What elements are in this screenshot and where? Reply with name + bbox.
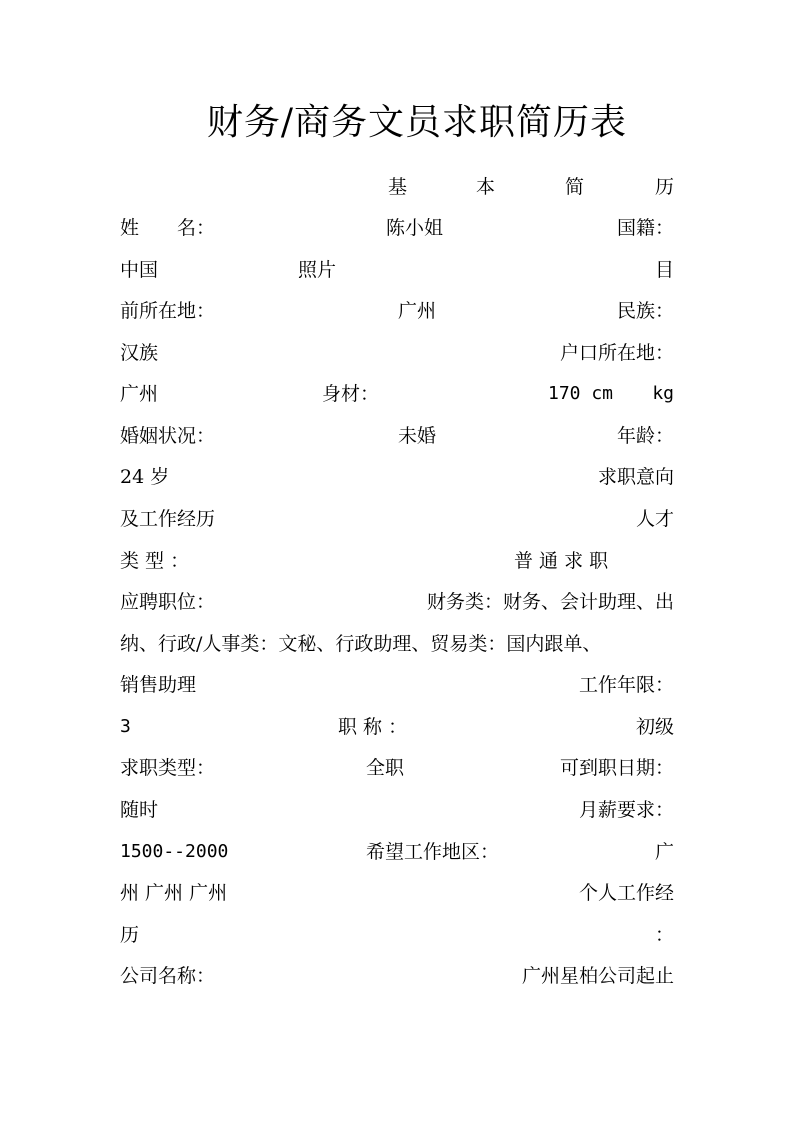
line-body	[120, 379, 674, 409]
body-label: 身材：	[322, 383, 380, 405]
area-value-2: 州 广州 广州	[120, 882, 228, 904]
line-years	[120, 670, 674, 700]
talent-value: 普 通 求 职	[514, 550, 609, 572]
age-label: 年龄：	[616, 425, 674, 447]
line-area	[120, 878, 674, 908]
area-label: 希望工作地区：	[366, 841, 500, 863]
marital-value: 未婚	[398, 425, 437, 447]
experience-colon: ：	[654, 924, 674, 946]
position-value-2: 纳、行政/人事类：文秘、行政助理、贸易类：国内跟单、	[120, 633, 602, 655]
company-value: 广州星柏公司起止	[521, 965, 674, 987]
position-label: 应聘职位：	[120, 591, 216, 613]
age-value: 24 岁	[120, 466, 170, 488]
salary-label: 月薪要求：	[578, 799, 674, 821]
location-value: 广州	[398, 300, 437, 322]
line-company	[120, 961, 674, 991]
company-label: 公司名称：	[120, 965, 216, 987]
experience-label-1: 个人工作经	[578, 882, 674, 904]
title-value: 初级	[635, 716, 674, 738]
line-name	[120, 213, 674, 243]
line-nationality	[120, 255, 674, 285]
experience-label-2: 历	[120, 924, 140, 946]
height-value: 170 cm	[548, 383, 614, 404]
position-value-3: 销售助理	[120, 674, 197, 696]
startdate-label: 可到职日期：	[559, 757, 674, 779]
ethnicity-label: 民族：	[616, 300, 674, 322]
weight-unit: kg	[652, 383, 674, 404]
heading-char-3: 简	[565, 176, 585, 198]
line-location	[120, 296, 674, 326]
section-heading	[120, 172, 674, 202]
nationality-value: 中国	[120, 259, 159, 281]
line-experience	[120, 920, 674, 950]
nationality-label: 国籍：	[616, 217, 674, 239]
title-label: 职 称 ：	[338, 716, 408, 738]
intent-label-1: 求职意向	[597, 466, 674, 488]
years-label: 工作年限：	[578, 674, 674, 696]
name-value: 陈小姐	[386, 217, 444, 239]
line-ethnicity	[120, 338, 674, 368]
photo-label: 照片	[298, 259, 337, 281]
line-age	[120, 462, 674, 492]
jobtype-label: 求职类型：	[120, 757, 216, 779]
startdate-value: 随时	[120, 799, 159, 821]
location-label: 前所在地：	[120, 300, 216, 322]
heading-char-1: 基	[388, 176, 408, 198]
line-startdate	[120, 795, 674, 825]
line-marital	[120, 421, 674, 451]
heading-char-4: 历	[654, 176, 674, 198]
heading-char-2: 本	[476, 176, 496, 198]
location-prefix: 目	[654, 259, 674, 281]
area-value-1: 广	[654, 841, 674, 863]
line-position-cont	[120, 629, 674, 659]
name-label: 姓 名：	[120, 217, 216, 239]
document-title: 财务/商务文员求职简历表	[206, 102, 628, 143]
talent-label-2: 类 型 ：	[120, 550, 190, 572]
salary-value: 1500--2000	[120, 841, 229, 862]
talent-label-1: 人才	[635, 508, 674, 530]
line-jobtype	[120, 753, 674, 783]
hukou-value: 广州	[120, 383, 159, 405]
jobtype-value: 全职	[366, 757, 405, 779]
ethnicity-value: 汉族	[120, 342, 159, 364]
position-value-1: 财务类：财务、会计助理、出	[426, 591, 674, 613]
years-value: 3	[120, 716, 131, 737]
line-title	[120, 712, 674, 742]
hukou-label: 户口所在地：	[559, 342, 674, 364]
line-salary	[120, 837, 674, 867]
line-talent	[120, 546, 674, 576]
line-position	[120, 587, 674, 617]
intent-label-2: 及工作经历	[120, 508, 216, 530]
marital-label: 婚姻状况：	[120, 425, 216, 447]
line-intent	[120, 504, 674, 534]
